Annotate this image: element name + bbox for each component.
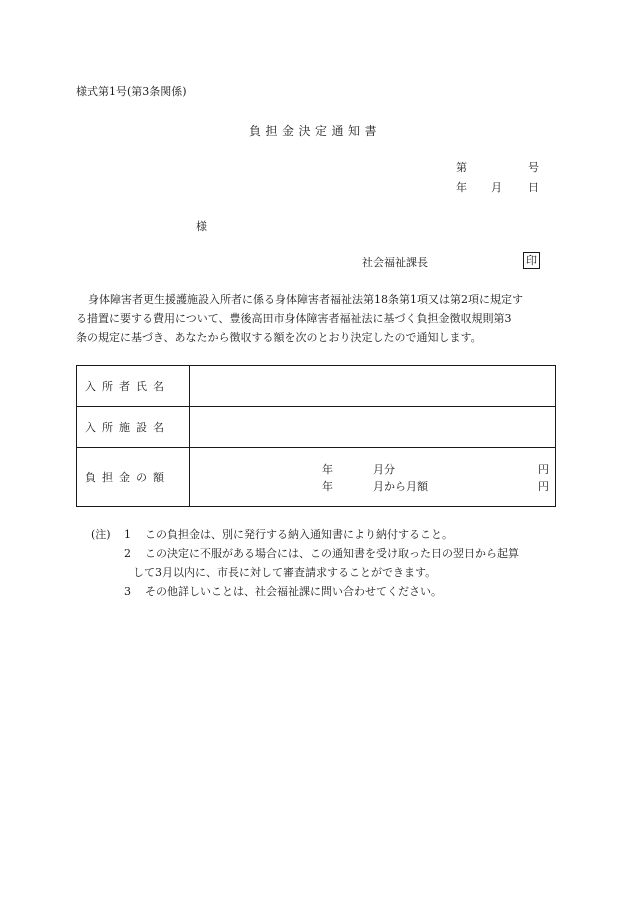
body-text-line: る措置に要する費用について、豊後高田市身体障害者福祉法に基づく負担金徴収規則第3 <box>76 312 512 325</box>
note-text: この負担金は、別に発行する納入通知書により納付すること。 <box>145 528 453 541</box>
date-month-label: 月 <box>491 181 502 194</box>
table-row-amount <box>77 448 556 507</box>
issuer-name: 社会福祉課長 <box>362 256 428 269</box>
note-text: その他詳しいことは、社会福祉課に問い合わせてください。 <box>145 585 442 598</box>
resident-name-label: 入所者氏名 <box>77 366 190 407</box>
form-number: 様式第1号(第3条関係) <box>76 85 187 98</box>
amount-line2-year-label: 年 <box>322 480 333 493</box>
seal-mark: 印 <box>523 252 540 269</box>
body-text-line: 条の規定に基づき、あなたから徴収する額を次のとおり決定したので通知します。 <box>76 331 482 344</box>
date-day-label: 日 <box>528 181 539 194</box>
note-number: 2 <box>124 547 131 560</box>
document-number-suffix: 号 <box>528 161 539 174</box>
amount-line1-year-label: 年 <box>322 463 333 476</box>
amount-field[interactable] <box>190 448 556 507</box>
facility-name-label: 入所施設名 <box>77 407 190 448</box>
table-row-resident-name <box>77 366 556 407</box>
amount-label: 負担金の額 <box>77 448 190 507</box>
info-table <box>76 365 556 507</box>
amount-line1-currency-label: 円 <box>538 463 549 476</box>
note-number: 1 <box>124 528 131 541</box>
document-title: 負担金決定通知書 <box>248 124 381 138</box>
body-text-line: 身体障害者更生援護施設入所者に係る身体障害者福祉法第18条第1項又は第2項に規定す <box>88 293 523 306</box>
amount-line2-period-label: 月から月額 <box>373 480 428 493</box>
table-row-facility-name <box>77 407 556 448</box>
amount-line1-period-label: 月分 <box>373 463 395 476</box>
addressee-honorific: 様 <box>196 220 207 233</box>
note-number: 3 <box>124 585 131 598</box>
amount-line2-currency-label: 円 <box>538 480 549 493</box>
facility-name-field[interactable] <box>190 407 556 448</box>
note-text-continuation: して3月以内に、市長に対して審査請求することができます。 <box>133 566 437 579</box>
resident-name-field[interactable] <box>190 366 556 407</box>
notes-prefix: (注) <box>91 528 111 541</box>
note-text: この決定に不服がある場合には、この通知書を受け取った日の翌日から起算 <box>145 547 519 560</box>
date-year-label: 年 <box>456 181 467 194</box>
document-number-prefix: 第 <box>456 161 467 174</box>
